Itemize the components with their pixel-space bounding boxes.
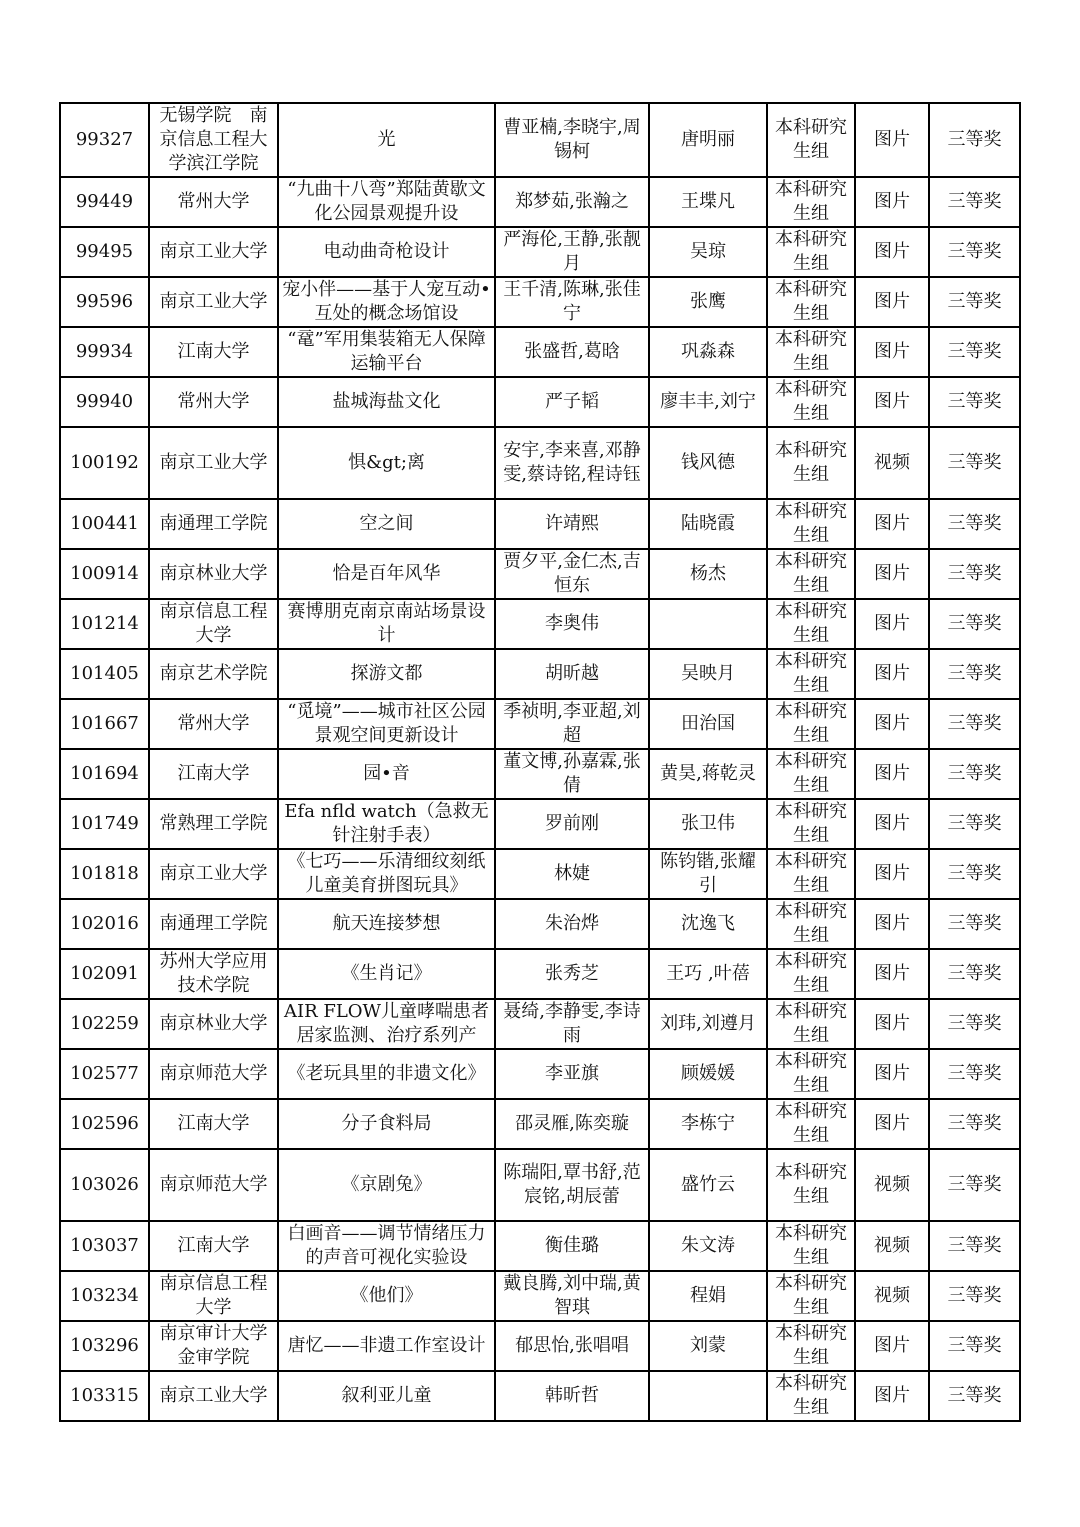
group-cell: 本科研究生组	[767, 599, 855, 649]
work-title-cell: 恰是百年风华	[278, 549, 495, 599]
award-cell: 三等奖	[929, 949, 1020, 999]
award-cell: 三等奖	[929, 377, 1020, 427]
group-cell: 本科研究生组	[767, 1049, 855, 1099]
school-name-cell: 南京师范大学	[149, 1149, 278, 1221]
school-name-cell: 南京工业大学	[149, 227, 278, 277]
group-cell: 本科研究生组	[767, 499, 855, 549]
table-row	[60, 699, 1020, 749]
entry-id-cell: 100192	[60, 427, 149, 499]
award-cell: 三等奖	[929, 1321, 1020, 1371]
school-name-cell: 南京工业大学	[149, 1371, 278, 1421]
work-type-cell: 图片	[855, 1371, 929, 1421]
work-title-cell: 惧&gt;离	[278, 427, 495, 499]
results-table-body	[60, 103, 1020, 1421]
entry-id-cell: 101749	[60, 799, 149, 849]
authors-cell: 严子韬	[495, 377, 649, 427]
work-title-cell: 航天连接梦想	[278, 899, 495, 949]
advisor-cell: 王巧 ,叶蓓	[649, 949, 767, 999]
group-cell: 本科研究生组	[767, 327, 855, 377]
award-cell: 三等奖	[929, 999, 1020, 1049]
entry-id-cell: 99940	[60, 377, 149, 427]
advisor-cell: 吴映月	[649, 649, 767, 699]
school-name-cell: 南京信息工程大学	[149, 1271, 278, 1321]
award-cell: 三等奖	[929, 1271, 1020, 1321]
work-type-cell: 视频	[855, 1149, 929, 1221]
school-name-cell: 江南大学	[149, 749, 278, 799]
table-row	[60, 899, 1020, 949]
school-name-cell: 苏州大学应用技术学院	[149, 949, 278, 999]
entry-id-cell: 101405	[60, 649, 149, 699]
work-type-cell: 图片	[855, 1099, 929, 1149]
table-row	[60, 327, 1020, 377]
work-type-cell: 图片	[855, 699, 929, 749]
authors-cell: 韩昕哲	[495, 1371, 649, 1421]
entry-id-cell: 103037	[60, 1221, 149, 1271]
school-name-cell: 南京师范大学	[149, 1049, 278, 1099]
authors-cell: 林婕	[495, 849, 649, 899]
table-row	[60, 649, 1020, 699]
school-name-cell: 南京工业大学	[149, 277, 278, 327]
authors-cell: 陈瑞阳,覃书舒,范宸铭,胡辰蕾	[495, 1149, 649, 1221]
table-row	[60, 949, 1020, 999]
group-cell: 本科研究生组	[767, 849, 855, 899]
award-cell: 三等奖	[929, 549, 1020, 599]
award-cell: 三等奖	[929, 699, 1020, 749]
work-title-cell: 叙利亚儿童	[278, 1371, 495, 1421]
authors-cell: 董文博,孙嘉霖,张倩	[495, 749, 649, 799]
table-row	[60, 799, 1020, 849]
authors-cell: 聂绮,李静雯,李诗雨	[495, 999, 649, 1049]
advisor-cell	[649, 1371, 767, 1421]
authors-cell: 李奥伟	[495, 599, 649, 649]
work-type-cell: 图片	[855, 799, 929, 849]
authors-cell: 郑梦茹,张瀚之	[495, 177, 649, 227]
award-cell: 三等奖	[929, 327, 1020, 377]
work-title-cell: 宠小伴——基于人宠互动•互处的概念场馆设	[278, 277, 495, 327]
group-cell: 本科研究生组	[767, 699, 855, 749]
entry-id-cell: 102016	[60, 899, 149, 949]
entry-id-cell: 102259	[60, 999, 149, 1049]
entry-id-cell: 102577	[60, 1049, 149, 1099]
school-name-cell: 江南大学	[149, 327, 278, 377]
entry-id-cell: 99327	[60, 103, 149, 177]
table-row	[60, 377, 1020, 427]
school-name-cell: 江南大学	[149, 1099, 278, 1149]
award-cell: 三等奖	[929, 227, 1020, 277]
entry-id-cell: 99449	[60, 177, 149, 227]
advisor-cell: 朱文涛	[649, 1221, 767, 1271]
group-cell: 本科研究生组	[767, 377, 855, 427]
advisor-cell: 巩淼森	[649, 327, 767, 377]
group-cell: 本科研究生组	[767, 427, 855, 499]
table-row	[60, 599, 1020, 649]
authors-cell: 朱治烨	[495, 899, 649, 949]
group-cell: 本科研究生组	[767, 899, 855, 949]
authors-cell: 安宇,李来喜,邓静雯,蔡诗铭,程诗钰	[495, 427, 649, 499]
authors-cell: 严海伦,王静,张靓月	[495, 227, 649, 277]
work-type-cell: 图片	[855, 1049, 929, 1099]
work-title-cell: 空之间	[278, 499, 495, 549]
award-cell: 三等奖	[929, 427, 1020, 499]
table-row	[60, 1271, 1020, 1321]
work-title-cell: “鼋”军用集装箱无人保障运输平台	[278, 327, 495, 377]
advisor-cell: 钱风德	[649, 427, 767, 499]
work-title-cell: 唐忆——非遗工作室设计	[278, 1321, 495, 1371]
work-title-cell: 园•音	[278, 749, 495, 799]
table-row	[60, 999, 1020, 1049]
group-cell: 本科研究生组	[767, 949, 855, 999]
table-row	[60, 1321, 1020, 1371]
work-title-cell: 《京剧兔》	[278, 1149, 495, 1221]
entry-id-cell: 103315	[60, 1371, 149, 1421]
work-title-cell: 《七巧——乐清细纹刻纸儿童美育拼图玩具》	[278, 849, 495, 899]
advisor-cell: 张鹰	[649, 277, 767, 327]
award-cell: 三等奖	[929, 1049, 1020, 1099]
school-name-cell: 南京林业大学	[149, 549, 278, 599]
table-row	[60, 177, 1020, 227]
group-cell: 本科研究生组	[767, 749, 855, 799]
table-row	[60, 1099, 1020, 1149]
award-cell: 三等奖	[929, 1149, 1020, 1221]
authors-cell: 贾夕平,金仁杰,吉恒东	[495, 549, 649, 599]
authors-cell: 曹亚楠,李晓宇,周锡柯	[495, 103, 649, 177]
award-cell: 三等奖	[929, 277, 1020, 327]
work-type-cell: 图片	[855, 949, 929, 999]
authors-cell: 罗前刚	[495, 799, 649, 849]
work-title-cell: 盐城海盐文化	[278, 377, 495, 427]
award-cell: 三等奖	[929, 1099, 1020, 1149]
work-type-cell: 图片	[855, 899, 929, 949]
award-cell: 三等奖	[929, 799, 1020, 849]
work-title-cell: 白画音——调节情绪压力的声音可视化实验设	[278, 1221, 495, 1271]
work-type-cell: 图片	[855, 177, 929, 227]
award-cell: 三等奖	[929, 1371, 1020, 1421]
school-name-cell: 南京审计大学金审学院	[149, 1321, 278, 1371]
table-row	[60, 1221, 1020, 1271]
table-row	[60, 549, 1020, 599]
school-name-cell: 常州大学	[149, 377, 278, 427]
work-type-cell: 图片	[855, 749, 929, 799]
work-type-cell: 图片	[855, 103, 929, 177]
table-row	[60, 849, 1020, 899]
entry-id-cell: 99934	[60, 327, 149, 377]
school-name-cell: 常州大学	[149, 177, 278, 227]
award-cell: 三等奖	[929, 599, 1020, 649]
work-type-cell: 图片	[855, 499, 929, 549]
advisor-cell: 刘蒙	[649, 1321, 767, 1371]
group-cell: 本科研究生组	[767, 227, 855, 277]
award-cell: 三等奖	[929, 103, 1020, 177]
group-cell: 本科研究生组	[767, 999, 855, 1049]
group-cell: 本科研究生组	[767, 549, 855, 599]
work-type-cell: 视频	[855, 427, 929, 499]
authors-cell: 王千清,陈琳,张佳宁	[495, 277, 649, 327]
group-cell: 本科研究生组	[767, 277, 855, 327]
group-cell: 本科研究生组	[767, 1099, 855, 1149]
work-type-cell: 图片	[855, 227, 929, 277]
work-type-cell: 图片	[855, 549, 929, 599]
advisor-cell: 顾媛媛	[649, 1049, 767, 1099]
advisor-cell: 程娟	[649, 1271, 767, 1321]
group-cell: 本科研究生组	[767, 1321, 855, 1371]
authors-cell: 郁思怡,张唱唱	[495, 1321, 649, 1371]
award-cell: 三等奖	[929, 499, 1020, 549]
table-row	[60, 277, 1020, 327]
award-cell: 三等奖	[929, 649, 1020, 699]
work-type-cell: 图片	[855, 377, 929, 427]
work-title-cell: AIR FLOW儿童哮喘患者居家监测、治疗系列产	[278, 999, 495, 1049]
group-cell: 本科研究生组	[767, 177, 855, 227]
entry-id-cell: 99596	[60, 277, 149, 327]
school-name-cell: 南京工业大学	[149, 427, 278, 499]
table-row	[60, 749, 1020, 799]
authors-cell: 戴良腾,刘中瑞,黄智琪	[495, 1271, 649, 1321]
award-cell: 三等奖	[929, 849, 1020, 899]
entry-id-cell: 101818	[60, 849, 149, 899]
school-name-cell: 南京工业大学	[149, 849, 278, 899]
work-title-cell: 电动曲奇枪设计	[278, 227, 495, 277]
entry-id-cell: 103026	[60, 1149, 149, 1221]
work-title-cell: 《他们》	[278, 1271, 495, 1321]
school-name-cell: 南京信息工程大学	[149, 599, 278, 649]
entry-id-cell: 99495	[60, 227, 149, 277]
group-cell: 本科研究生组	[767, 1271, 855, 1321]
work-type-cell: 图片	[855, 599, 929, 649]
advisor-cell: 盛竹云	[649, 1149, 767, 1221]
work-type-cell: 图片	[855, 277, 929, 327]
work-title-cell: Efa nfld watch（急救无针注射手表）	[278, 799, 495, 849]
advisor-cell: 沈逸飞	[649, 899, 767, 949]
work-type-cell: 图片	[855, 1321, 929, 1371]
table-row	[60, 499, 1020, 549]
work-type-cell: 图片	[855, 999, 929, 1049]
advisor-cell: 唐明丽	[649, 103, 767, 177]
school-name-cell: 常州大学	[149, 699, 278, 749]
advisor-cell: 刘玮,刘遵月	[649, 999, 767, 1049]
authors-cell: 李亚旗	[495, 1049, 649, 1099]
work-title-cell: “九曲十八弯”郑陆黄歇文化公园景观提升设	[278, 177, 495, 227]
table-row	[60, 1371, 1020, 1421]
entry-id-cell: 100441	[60, 499, 149, 549]
advisor-cell: 李栋宁	[649, 1099, 767, 1149]
advisor-cell: 张卫伟	[649, 799, 767, 849]
work-type-cell: 图片	[855, 649, 929, 699]
entry-id-cell: 101667	[60, 699, 149, 749]
authors-cell: 季祯明,李亚超,刘超	[495, 699, 649, 749]
group-cell: 本科研究生组	[767, 1149, 855, 1221]
school-name-cell: 南京艺术学院	[149, 649, 278, 699]
advisor-cell: 陈钧锴,张耀引	[649, 849, 767, 899]
award-cell: 三等奖	[929, 1221, 1020, 1271]
advisor-cell: 黄昊,蒋乾灵	[649, 749, 767, 799]
school-name-cell: 南通理工学院	[149, 899, 278, 949]
award-cell: 三等奖	[929, 899, 1020, 949]
school-name-cell: 南通理工学院	[149, 499, 278, 549]
table-row	[60, 227, 1020, 277]
table-row	[60, 427, 1020, 499]
advisor-cell	[649, 599, 767, 649]
results-table	[59, 102, 1021, 1422]
work-title-cell: 光	[278, 103, 495, 177]
group-cell: 本科研究生组	[767, 1371, 855, 1421]
school-name-cell: 无锡学院 南京信息工程大学滨江学院	[149, 103, 278, 177]
award-cell: 三等奖	[929, 177, 1020, 227]
work-type-cell: 视频	[855, 1271, 929, 1321]
table-row	[60, 1149, 1020, 1221]
school-name-cell: 常熟理工学院	[149, 799, 278, 849]
table-row	[60, 1049, 1020, 1099]
award-cell: 三等奖	[929, 749, 1020, 799]
entry-id-cell: 101214	[60, 599, 149, 649]
work-title-cell: 《生肖记》	[278, 949, 495, 999]
group-cell: 本科研究生组	[767, 799, 855, 849]
school-name-cell: 江南大学	[149, 1221, 278, 1271]
advisor-cell: 杨杰	[649, 549, 767, 599]
work-title-cell: 《老玩具里的非遗文化》	[278, 1049, 495, 1099]
group-cell: 本科研究生组	[767, 103, 855, 177]
work-type-cell: 图片	[855, 327, 929, 377]
school-name-cell: 南京林业大学	[149, 999, 278, 1049]
authors-cell: 衡佳璐	[495, 1221, 649, 1271]
authors-cell: 胡昕越	[495, 649, 649, 699]
entry-id-cell: 103234	[60, 1271, 149, 1321]
authors-cell: 张秀芝	[495, 949, 649, 999]
entry-id-cell: 102091	[60, 949, 149, 999]
work-title-cell: 探游文都	[278, 649, 495, 699]
work-title-cell: 赛博朋克南京南站场景设计	[278, 599, 495, 649]
authors-cell: 张盛哲,葛晗	[495, 327, 649, 377]
work-type-cell: 图片	[855, 849, 929, 899]
advisor-cell: 田治国	[649, 699, 767, 749]
entry-id-cell: 102596	[60, 1099, 149, 1149]
table-row	[60, 103, 1020, 177]
advisor-cell: 吴琼	[649, 227, 767, 277]
work-type-cell: 视频	[855, 1221, 929, 1271]
advisor-cell: 王堞凡	[649, 177, 767, 227]
work-title-cell: 分子食料局	[278, 1099, 495, 1149]
group-cell: 本科研究生组	[767, 1221, 855, 1271]
entry-id-cell: 100914	[60, 549, 149, 599]
entry-id-cell: 101694	[60, 749, 149, 799]
group-cell: 本科研究生组	[767, 649, 855, 699]
advisor-cell: 廖丰丰,刘宁	[649, 377, 767, 427]
work-title-cell: “觅境”——城市社区公园景观空间更新设计	[278, 699, 495, 749]
authors-cell: 许靖熙	[495, 499, 649, 549]
entry-id-cell: 103296	[60, 1321, 149, 1371]
advisor-cell: 陆晓霞	[649, 499, 767, 549]
authors-cell: 邵灵雁,陈奕璇	[495, 1099, 649, 1149]
